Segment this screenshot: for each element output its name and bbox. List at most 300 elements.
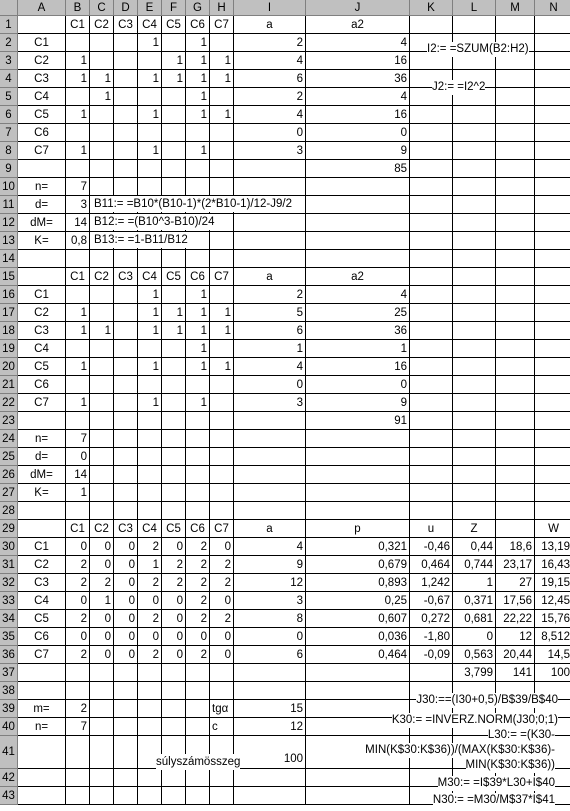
cell-k1[interactable] [410,16,453,34]
cell-c22[interactable] [90,394,114,412]
cell-e32[interactable]: 2 [138,574,162,592]
cell-d16[interactable] [114,286,138,304]
cell-f15[interactable]: C5 [162,268,186,286]
cell-b24[interactable]: 7 [66,430,90,448]
cell-f4[interactable]: 1 [162,70,186,88]
cell-f16[interactable] [162,286,186,304]
cell-f36[interactable]: 0 [162,646,186,664]
cell-h8[interactable] [210,142,234,160]
row-header-31[interactable]: 31 [0,556,18,574]
cell-h13[interactable] [210,232,234,250]
cell-m13[interactable] [496,232,535,250]
cell-m31[interactable]: 23,17 [496,556,535,574]
row-header-10[interactable]: 10 [0,178,18,196]
cell-k13[interactable] [410,232,453,250]
cell-a26[interactable]: dM= [18,466,66,484]
row-header-30[interactable]: 30 [0,538,18,556]
cell-f6[interactable] [162,106,186,124]
cell-l37[interactable]: 3,799 [453,664,496,682]
cell-a38[interactable] [18,682,66,700]
cell-g15[interactable]: C6 [186,268,210,286]
row-header-32[interactable]: 32 [0,574,18,592]
cell-g3[interactable]: 1 [186,52,210,70]
cell-i40[interactable]: 12 [234,718,306,736]
cell-f37[interactable] [162,664,186,682]
cell-k8[interactable] [410,142,453,160]
cell-d2[interactable] [114,34,138,52]
cell-f3[interactable]: 1 [162,52,186,70]
cell-i8[interactable]: 3 [234,142,306,160]
cell-b43[interactable] [66,787,90,805]
cell-n18[interactable] [535,322,570,340]
cell-n37[interactable]: 100 [535,664,570,682]
cell-a42[interactable] [18,769,66,787]
cell-a7[interactable]: C6 [18,124,66,142]
cell-d8[interactable] [114,142,138,160]
cell-b8[interactable]: 1 [66,142,90,160]
cell-k32[interactable]: 1,242 [410,574,453,592]
cell-l10[interactable] [453,178,496,196]
cell-i42[interactable] [234,769,306,787]
cell-f33[interactable]: 0 [162,592,186,610]
cell-g23[interactable] [186,412,210,430]
cell-a28[interactable] [18,502,66,520]
row-header-35[interactable]: 35 [0,628,18,646]
cell-k10[interactable] [410,178,453,196]
cell-g34[interactable]: 2 [186,610,210,628]
cell-f39[interactable] [162,700,186,718]
row-header-1[interactable]: 1 [0,16,18,34]
cell-n10[interactable] [535,178,570,196]
cell-i43[interactable] [234,787,306,805]
cell-c16[interactable] [90,286,114,304]
row-header-4[interactable]: 4 [0,70,18,88]
cell-b23[interactable] [66,412,90,430]
cell-f27[interactable] [162,484,186,502]
cell-h35[interactable]: 0 [210,628,234,646]
cell-d42[interactable] [114,769,138,787]
cell-d30[interactable]: 0 [114,538,138,556]
cell-a12[interactable]: dM= [18,214,66,232]
cell-n1[interactable] [535,16,570,34]
cell-m10[interactable] [496,178,535,196]
cell-a11[interactable]: d= [18,196,66,214]
cell-c41[interactable] [90,736,114,769]
cell-m37[interactable]: 141 [496,664,535,682]
cell-j10[interactable] [306,178,410,196]
cell-n35[interactable]: 8,512 [535,628,570,646]
cell-g20[interactable]: 1 [186,358,210,376]
cell-c3[interactable] [90,52,114,70]
cell-d28[interactable] [114,502,138,520]
cell-b27[interactable]: 1 [66,484,90,502]
cell-f24[interactable] [162,430,186,448]
cell-f35[interactable]: 0 [162,628,186,646]
column-header-h[interactable]: H [210,0,234,16]
cell-d25[interactable] [114,448,138,466]
cell-g16[interactable]: 1 [186,286,210,304]
cell-m18[interactable] [496,322,535,340]
cell-a21[interactable]: C6 [18,376,66,394]
cell-a25[interactable]: d= [18,448,66,466]
cell-c28[interactable] [90,502,114,520]
cell-g31[interactable]: 2 [186,556,210,574]
row-header-37[interactable]: 37 [0,664,18,682]
cell-m32[interactable]: 27 [496,574,535,592]
cell-a10[interactable]: n= [18,178,66,196]
cell-d33[interactable]: 0 [114,592,138,610]
cell-h29[interactable]: C7 [210,520,234,538]
cell-b36[interactable]: 2 [66,646,90,664]
cell-g33[interactable]: 2 [186,592,210,610]
cell-n26[interactable] [535,466,570,484]
cell-i38[interactable] [234,682,306,700]
cell-c10[interactable] [90,178,114,196]
cell-l16[interactable] [453,286,496,304]
cell-d36[interactable]: 0 [114,646,138,664]
cell-m5[interactable] [496,88,535,106]
cell-i17[interactable]: 5 [234,304,306,322]
cell-m23[interactable] [496,412,535,430]
cell-f31[interactable]: 2 [162,556,186,574]
cell-b17[interactable]: 1 [66,304,90,322]
cell-f22[interactable] [162,394,186,412]
cell-a33[interactable]: C4 [18,592,66,610]
cell-d6[interactable] [114,106,138,124]
cell-a40[interactable]: n= [18,718,66,736]
cell-i34[interactable]: 8 [234,610,306,628]
cell-b20[interactable]: 1 [66,358,90,376]
cell-e34[interactable]: 2 [138,610,162,628]
cell-a6[interactable]: C5 [18,106,66,124]
cell-j28[interactable] [306,502,410,520]
column-header-e[interactable]: E [138,0,162,16]
cell-i27[interactable] [234,484,306,502]
cell-e25[interactable] [138,448,162,466]
cell-f43[interactable] [162,787,186,805]
cell-g4[interactable]: 1 [186,70,210,88]
row-header-40[interactable]: 40 [0,718,18,736]
cell-l15[interactable] [453,268,496,286]
column-header-j[interactable]: J [306,0,410,16]
cell-m12[interactable] [496,214,535,232]
cell-i1[interactable]: a [234,16,306,34]
cell-b7[interactable] [66,124,90,142]
row-header-20[interactable]: 20 [0,358,18,376]
cell-d23[interactable] [114,412,138,430]
cell-a23[interactable] [18,412,66,430]
cell-n36[interactable]: 14,5 [535,646,570,664]
cell-b29[interactable]: C1 [66,520,90,538]
cell-c7[interactable] [90,124,114,142]
cell-f34[interactable]: 0 [162,610,186,628]
cell-d38[interactable] [114,682,138,700]
cell-j26[interactable] [306,466,410,484]
row-header-42[interactable]: 42 [0,769,18,787]
cell-e42[interactable] [138,769,162,787]
row-header-25[interactable]: 25 [0,448,18,466]
cell-b6[interactable]: 1 [66,106,90,124]
column-header-b[interactable]: B [66,0,90,16]
cell-n22[interactable] [535,394,570,412]
cell-f38[interactable] [162,682,186,700]
column-header-d[interactable]: D [114,0,138,16]
cell-l6[interactable] [453,106,496,124]
cell-k27[interactable] [410,484,453,502]
cell-j14[interactable] [306,250,410,268]
cell-j22[interactable]: 9 [306,394,410,412]
cell-e28[interactable] [138,502,162,520]
cell-m9[interactable] [496,160,535,178]
cell-i37[interactable] [234,664,306,682]
cell-b38[interactable] [66,682,90,700]
cell-c19[interactable] [90,340,114,358]
cell-d21[interactable] [114,376,138,394]
cell-c20[interactable] [90,358,114,376]
cell-m36[interactable]: 20,44 [496,646,535,664]
cell-a27[interactable]: K= [18,484,66,502]
cell-i22[interactable]: 3 [234,394,306,412]
cell-l11[interactable] [453,196,496,214]
cell-b1[interactable]: C1 [66,16,90,34]
cell-i10[interactable] [234,178,306,196]
cell-i20[interactable]: 4 [234,358,306,376]
cell-g24[interactable] [186,430,210,448]
cell-c31[interactable]: 0 [90,556,114,574]
cell-n17[interactable] [535,304,570,322]
cell-h30[interactable]: 0 [210,538,234,556]
cell-n16[interactable] [535,286,570,304]
cell-l21[interactable] [453,376,496,394]
cell-k11[interactable] [410,196,453,214]
cell-h2[interactable] [210,34,234,52]
row-header-33[interactable]: 33 [0,592,18,610]
cell-g10[interactable] [186,178,210,196]
cell-i16[interactable]: 2 [234,286,306,304]
cell-l31[interactable]: 0,744 [453,556,496,574]
cell-g43[interactable] [186,787,210,805]
cell-c32[interactable]: 2 [90,574,114,592]
cell-m21[interactable] [496,376,535,394]
column-header-k[interactable]: K [410,0,453,16]
cell-l29[interactable]: Z [453,520,496,538]
cell-n24[interactable] [535,430,570,448]
cell-e31[interactable]: 1 [138,556,162,574]
cell-d24[interactable] [114,430,138,448]
cell-h40[interactable]: c [210,718,234,736]
row-header-23[interactable]: 23 [0,412,18,430]
cell-a32[interactable]: C3 [18,574,66,592]
cell-c5[interactable]: 1 [90,88,114,106]
cell-l17[interactable] [453,304,496,322]
cell-h39[interactable]: tgα [210,700,234,718]
cell-l34[interactable]: 0,681 [453,610,496,628]
cell-h38[interactable] [210,682,234,700]
cell-i4[interactable]: 6 [234,70,306,88]
cell-m33[interactable]: 17,56 [496,592,535,610]
cell-m35[interactable]: 12 [496,628,535,646]
cell-a9[interactable] [18,160,66,178]
cell-h25[interactable] [210,448,234,466]
cell-l1[interactable] [453,16,496,34]
cell-c15[interactable]: C2 [90,268,114,286]
cell-m25[interactable] [496,448,535,466]
cell-h19[interactable] [210,340,234,358]
cell-h42[interactable] [210,769,234,787]
cell-j2[interactable]: 4 [306,34,410,52]
cell-l22[interactable] [453,394,496,412]
cell-f5[interactable] [162,88,186,106]
row-header-18[interactable]: 18 [0,322,18,340]
cell-h18[interactable]: 1 [210,322,234,340]
cell-c17[interactable] [90,304,114,322]
cell-h27[interactable] [210,484,234,502]
cell-i29[interactable]: a [234,520,306,538]
cell-e22[interactable]: 1 [138,394,162,412]
cell-m24[interactable] [496,430,535,448]
cell-m26[interactable] [496,466,535,484]
cell-h15[interactable]: C7 [210,268,234,286]
cell-n28[interactable] [535,502,570,520]
cell-i28[interactable] [234,502,306,520]
cell-j18[interactable]: 36 [306,322,410,340]
cell-h17[interactable]: 1 [210,304,234,322]
cell-d4[interactable] [114,70,138,88]
row-header-28[interactable]: 28 [0,502,18,520]
cell-i35[interactable]: 0 [234,628,306,646]
cell-e2[interactable]: 1 [138,34,162,52]
cell-f26[interactable] [162,466,186,484]
cell-j11[interactable] [306,196,410,214]
cell-f18[interactable]: 1 [162,322,186,340]
cell-k30[interactable]: -0,46 [410,538,453,556]
cell-k34[interactable]: 0,272 [410,610,453,628]
cell-g36[interactable]: 2 [186,646,210,664]
cell-i14[interactable] [234,250,306,268]
cell-d3[interactable] [114,52,138,70]
cell-k28[interactable] [410,502,453,520]
cell-f1[interactable]: C5 [162,16,186,34]
row-header-26[interactable]: 26 [0,466,18,484]
cell-e17[interactable]: 1 [138,304,162,322]
cell-h23[interactable] [210,412,234,430]
cell-e7[interactable] [138,124,162,142]
cell-j19[interactable]: 1 [306,340,410,358]
cell-f40[interactable] [162,718,186,736]
cell-i3[interactable]: 4 [234,52,306,70]
cell-h6[interactable]: 1 [210,106,234,124]
cell-f2[interactable] [162,34,186,52]
cell-j33[interactable]: 0,25 [306,592,410,610]
cell-l35[interactable]: 0 [453,628,496,646]
cell-h16[interactable] [210,286,234,304]
cell-e3[interactable] [138,52,162,70]
cell-b19[interactable] [66,340,90,358]
cell-m6[interactable] [496,106,535,124]
cell-g19[interactable]: 1 [186,340,210,358]
cell-e38[interactable] [138,682,162,700]
cell-m17[interactable] [496,304,535,322]
cell-n25[interactable] [535,448,570,466]
cell-a39[interactable]: m= [18,700,66,718]
row-header-5[interactable]: 5 [0,88,18,106]
cell-h3[interactable]: 1 [210,52,234,70]
cell-g32[interactable]: 2 [186,574,210,592]
cell-b9[interactable] [66,160,90,178]
cell-b25[interactable]: 0 [66,448,90,466]
cell-m19[interactable] [496,340,535,358]
cell-d31[interactable]: 0 [114,556,138,574]
cell-e37[interactable] [138,664,162,682]
cell-e26[interactable] [138,466,162,484]
column-header-i[interactable]: I [234,0,306,16]
cell-b5[interactable] [66,88,90,106]
cell-j4[interactable]: 36 [306,70,410,88]
cell-e43[interactable] [138,787,162,805]
cell-a18[interactable]: C3 [18,322,66,340]
column-header-n[interactable]: N [535,0,570,16]
cell-b41[interactable] [66,736,90,769]
cell-d14[interactable] [114,250,138,268]
cell-j23[interactable]: 91 [306,412,410,430]
cell-j7[interactable]: 0 [306,124,410,142]
cell-n32[interactable]: 19,15 [535,574,570,592]
cell-c38[interactable] [90,682,114,700]
row-header-43[interactable]: 43 [0,787,18,805]
cell-e35[interactable]: 0 [138,628,162,646]
cell-a20[interactable]: C5 [18,358,66,376]
cell-k14[interactable] [410,250,453,268]
cell-b4[interactable]: 1 [66,70,90,88]
row-header-2[interactable]: 2 [0,34,18,52]
cell-n8[interactable] [535,142,570,160]
cell-j13[interactable] [306,232,410,250]
cell-g7[interactable] [186,124,210,142]
cell-a2[interactable]: C1 [18,34,66,52]
cell-n23[interactable] [535,412,570,430]
row-header-14[interactable]: 14 [0,250,18,268]
cell-m29[interactable] [496,520,535,538]
cell-g30[interactable]: 2 [186,538,210,556]
cell-e8[interactable]: 1 [138,142,162,160]
cell-f7[interactable] [162,124,186,142]
cell-h37[interactable] [210,664,234,682]
row-header-9[interactable]: 9 [0,160,18,178]
cell-n20[interactable] [535,358,570,376]
cell-d22[interactable] [114,394,138,412]
cell-i9[interactable] [234,160,306,178]
cell-f28[interactable] [162,502,186,520]
cell-k20[interactable] [410,358,453,376]
row-header-27[interactable]: 27 [0,484,18,502]
cell-g29[interactable]: C6 [186,520,210,538]
row-header-15[interactable]: 15 [0,268,18,286]
cell-f14[interactable] [162,250,186,268]
cell-n33[interactable]: 12,45 [535,592,570,610]
cell-l30[interactable]: 0,44 [453,538,496,556]
cell-j15[interactable]: a2 [306,268,410,286]
cell-m30[interactable]: 18,6 [496,538,535,556]
cell-n4[interactable] [535,70,570,88]
cell-l25[interactable] [453,448,496,466]
cell-k23[interactable] [410,412,453,430]
cell-a14[interactable] [18,250,66,268]
cell-k26[interactable] [410,466,453,484]
cell-n30[interactable]: 13,19 [535,538,570,556]
cell-a17[interactable]: C2 [18,304,66,322]
cell-c8[interactable] [90,142,114,160]
cell-n34[interactable]: 15,76 [535,610,570,628]
